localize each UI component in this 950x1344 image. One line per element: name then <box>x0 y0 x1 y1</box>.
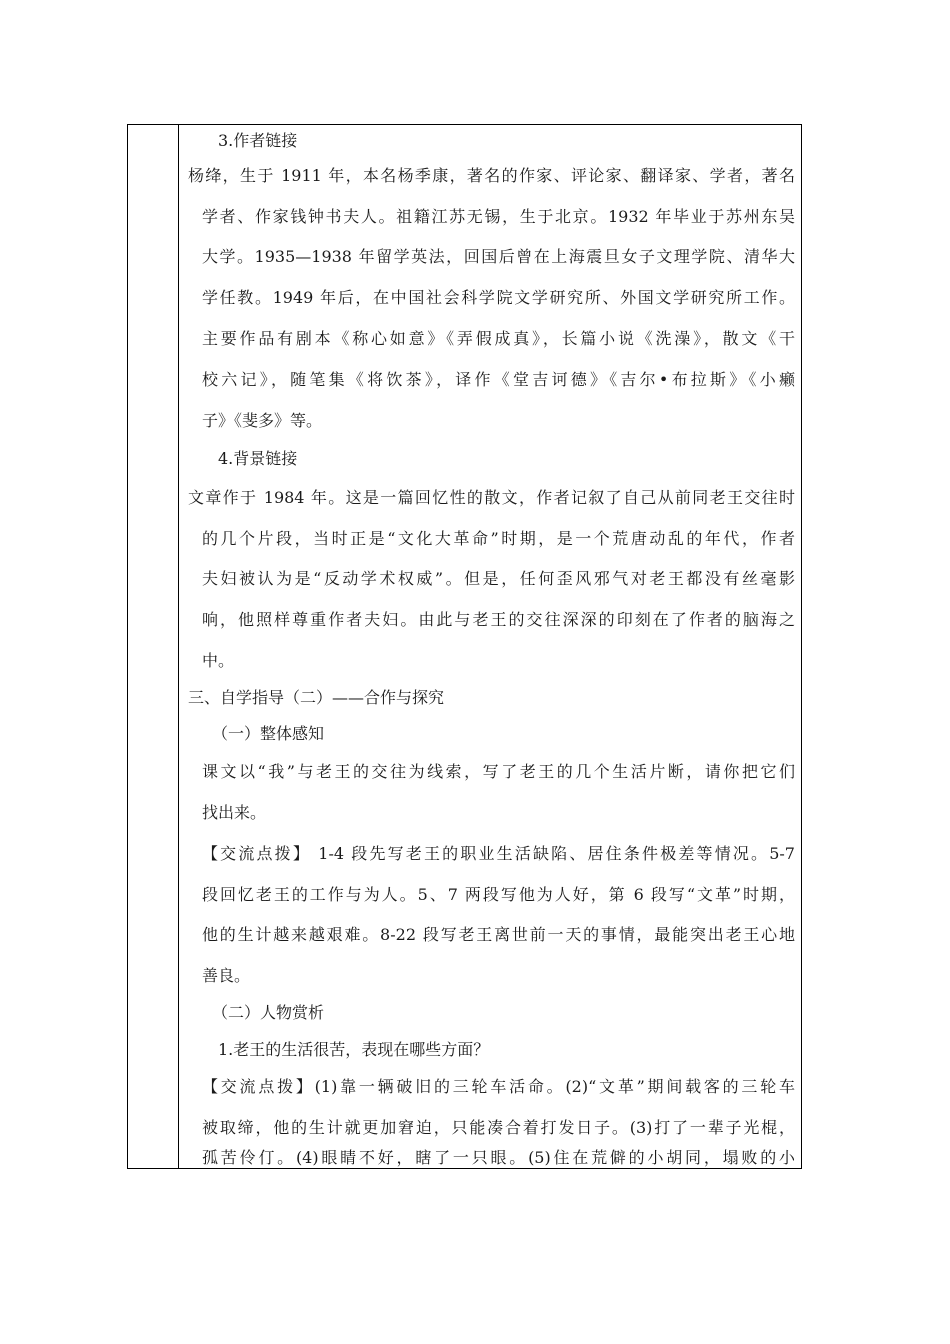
overall-heading: （一）整体感知 <box>212 724 325 743</box>
overall-answer-line-2: 段回忆老王的工作与为人。5、7 两段写他为人好，第 6 段写“文革”时期， <box>202 885 795 904</box>
author-line-3: 大学。1935—1938 年留学英法，回国后曾在上海震旦女子文理学院、清华大 <box>202 247 795 266</box>
content-cell <box>180 125 801 1168</box>
background-line-4: 响，他照样尊重作者夫妇。由此与老王的交往深深的印刻在了作者的脑海之 <box>202 610 795 629</box>
author-line-6: 校六记》，随笔集《将饮茶》，译作《堂吉诃德》《吉尔•布拉斯》《小癞 <box>202 370 795 389</box>
overall-question-line-2: 找出来。 <box>202 803 267 822</box>
author-line-2: 学者、作家钱钟书夫人。祖籍江苏无锡，生于北京。1932 年毕业于苏州东吴 <box>202 207 795 226</box>
background-line-1: 文章作于 1984 年。这是一篇回忆性的散文，作者记叙了自己从前同老王交往时 <box>188 488 795 507</box>
author-heading: 3.作者链接 <box>218 131 298 150</box>
character-answer-line-2: 被取缔，他的生计就更加窘迫，只能凑合着打发日子。(3)打了一辈子光棍， <box>202 1118 795 1137</box>
background-line-5: 中。 <box>202 651 235 670</box>
background-line-3: 夫妇被认为是“反动学术权威”。但是，任何歪风邪气对老王都没有丝毫影 <box>202 569 795 588</box>
overall-answer-line-1: 【交流点拨】 1-4 段先写老王的职业生活缺陷、居住条件极差等情况。5-7 <box>202 844 795 863</box>
left-column <box>128 125 179 1168</box>
overall-answer-line-4: 善良。 <box>202 966 251 985</box>
author-line-5: 主要作品有剧本《称心如意》《弄假成真》，长篇小说《洗澡》，散文《干 <box>202 329 795 348</box>
character-heading: （二）人物赏析 <box>212 1003 325 1022</box>
overall-answer-line-3: 他的生计越来越艰难。8-22 段写老王离世前一天的事情，最能突出老王心地 <box>202 925 795 944</box>
background-heading: 4.背景链接 <box>218 449 298 468</box>
character-answer-line-1: 【交流点拨】(1)靠一辆破旧的三轮车活命。(2)“文革”期间载客的三轮车 <box>202 1077 795 1096</box>
background-line-2: 的几个片段，当时正是“文化大革命”时期，是一个荒唐动乱的年代，作者 <box>202 529 795 548</box>
author-line-7: 子》《斐多》等。 <box>202 411 323 430</box>
character-answer-line-3: 孤苦伶仃。(4)眼睛不好，瞎了一只眼。(5)住在荒僻的小胡同，塌败的小 <box>202 1148 795 1167</box>
character-question-1: 1.老王的生活很苦，表现在哪些方面？ <box>218 1040 490 1059</box>
overall-question-line-1: 课文以“我”与老王的交往为线索，写了老王的几个生活片断，请你把它们 <box>202 762 795 781</box>
author-line-1: 杨绛，生于 1911 年，本名杨季康，著名的作家、评论家、翻译家、学者，著名 <box>188 166 795 185</box>
part3-heading: 三、自学指导（二）——合作与探究 <box>188 688 445 707</box>
document-table <box>127 124 802 1169</box>
author-line-4: 学任教。1949 年后，在中国社会科学院文学研究所、外国文学研究所工作。 <box>202 288 795 307</box>
